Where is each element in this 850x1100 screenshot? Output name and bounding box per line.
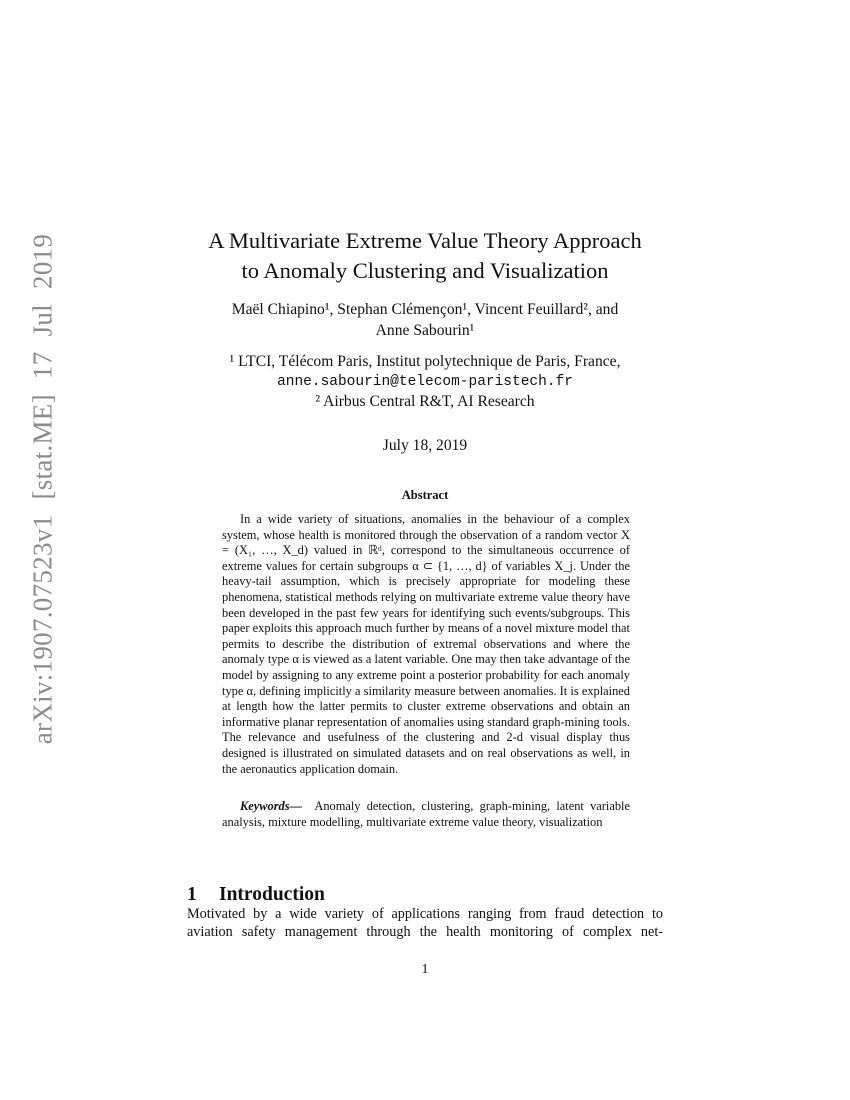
abstract-body bbox=[222, 512, 630, 777]
abstract-paragraph: In a wide variety of situations, anomalies in the behaviour of a complex system, whose health is monitored through the observation of a random vector X = (X₁, …, X_d) valued in ℝᵈ, correspond to the simultaneous occurrence of extreme values for certain subgroups α ⊂ {1, …, d} of variables X_j. Under the heavy-tail assumption, which is precisely appropriate for modeling these phenomena, statistical methods relying on multivariate extreme value theory have been developed in the past few years for identifying such events/subgroups. This paper exploits this approach much further by means of a novel mixture model that permits to describe the distribution of extremal observations and where the anomaly type α is viewed as a latent variable. One may then take advantage of the model by assigning to any extreme point a posterior probability for each anomaly type α, defining implicitly a similarity measure between anomalies. It is explained at length how the latter permits to cluster extreme observations and obtain an informative planar representation of anomalies using standard graph-mining tools. The relevance and usefulness of the clustering and 2-d visual display thus designed is illustrated on simulated datasets and on real observations as well, in the aeronautics application domain. bbox=[222, 512, 630, 776]
introduction-paragraph bbox=[187, 905, 663, 941]
keywords-text: Anomaly detection, clustering, graph-mining, latent variable analysis, mixture modelling, multivariate extreme value theory, visualization bbox=[222, 799, 630, 829]
section-title: Introduction bbox=[219, 884, 325, 906]
abstract-heading: Abstract bbox=[401, 488, 449, 502]
arxiv-identifier-stamp: arXiv:1907.07523v1 [stat.ME] 17 Jul 2019 bbox=[27, 233, 58, 745]
publication-date: July 18, 2019 bbox=[382, 437, 468, 454]
author-line-2: Anne Sabourin¹ bbox=[375, 322, 475, 339]
title-line-2: to Anomaly Clustering and Visualization bbox=[241, 258, 609, 283]
author-list bbox=[150, 299, 700, 341]
affiliation-2: ² Airbus Central R&T, AI Research bbox=[315, 393, 535, 410]
affiliations bbox=[150, 352, 700, 412]
title-line-1: A Multivariate Extreme Value Theory Approach bbox=[208, 228, 642, 253]
page-number: 1 bbox=[421, 962, 429, 977]
keywords-block bbox=[222, 799, 630, 830]
author-line-1: Maël Chiapino¹, Stephan Clémençon¹, Vincent Feuillard², and bbox=[231, 301, 619, 318]
section-heading-introduction bbox=[187, 884, 325, 906]
keywords-label: Keywords— bbox=[240, 799, 302, 813]
intro-line-2: aviation safety management through the health monitoring of complex net- bbox=[187, 924, 663, 940]
affiliation-1: ¹ LTCI, Télécom Paris, Institut polytechnique de Paris, France, bbox=[229, 353, 621, 370]
section-number: 1 bbox=[187, 884, 197, 906]
intro-line-1: Motivated by a wide variety of applications ranging from fraud detection to bbox=[187, 906, 663, 922]
paper-title bbox=[150, 226, 700, 286]
contact-email: anne.sabourin@telecom-paristech.fr bbox=[277, 374, 573, 390]
